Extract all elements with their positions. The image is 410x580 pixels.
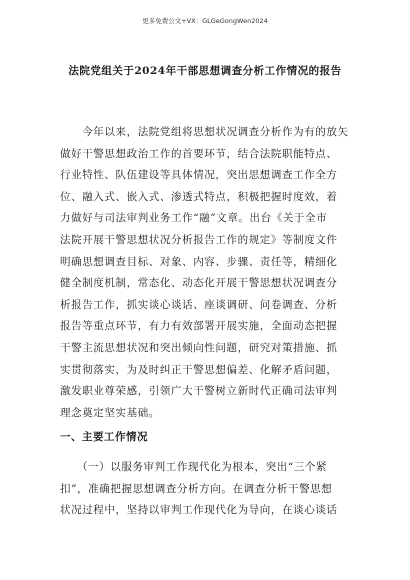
paragraph-line: 理念奠定坚实基础。 xyxy=(60,406,160,419)
intro-paragraph xyxy=(60,122,352,424)
paragraph-line: 位、融入式、嵌入式、渗透式特点，积极把握时度效，着 xyxy=(60,190,338,203)
paragraph-line: 力做好与司法审判业务工作“融”文章。出台《关于全市 xyxy=(60,212,328,225)
paragraph-line: 健全制度机制，常态化、动态化开展干警思想状况调查分 xyxy=(60,277,338,290)
paragraph-line: 报告等重点环节，有力有效部署开展实施，全面动态把握 xyxy=(60,320,338,333)
paragraph-line: 明确思想调查目标、对象、内容、步骤、责任等，精细化 xyxy=(60,255,338,268)
paragraph-line: 状况过程中，坚持以审判工作现代化为导向，在谈心谈话 xyxy=(60,504,338,517)
paragraph-line: 干警主流思想状况和突出倾向性问题，研究对策措施、抓 xyxy=(60,341,338,354)
paragraph-line: 析报告工作，抓实谈心谈话、座谈调研、问卷调查、分析 xyxy=(60,298,338,311)
paragraph-line: 实贯彻落实，为及时纠正干警思想偏差、化解矛盾问题， xyxy=(60,363,338,376)
paragraph-line: 今年以来，法院党组将思想状况调查分析作为有的放矢 xyxy=(60,126,349,138)
section-heading: 一、主要工作情况 xyxy=(60,431,148,443)
paragraph-line: 扣”，准确把握思想调查分析方向。在调查分析干警思想 xyxy=(60,482,333,495)
header-promo-note: 更多免费公文+VX：GLGeGongWen2024 xyxy=(142,17,268,25)
section-paragraph xyxy=(60,457,352,522)
paragraph-line: 做好干警思想政治工作的首要环节，结合法院职能特点、 xyxy=(60,147,338,160)
paragraph-line: 法院开展干警思想状况分析报告工作的规定》等制度文件 xyxy=(60,233,338,246)
document-title: 法院党组关于2024年干部思想调查分析工作情况的报告 xyxy=(68,65,342,77)
paragraph-line: （一）以服务审判工作现代化为根本，突出“三个紧 xyxy=(60,461,328,473)
paragraph-line: 激发职业尊荣感，引领广大干警树立新时代正确司法审判 xyxy=(60,385,338,398)
paragraph-line: 行业特性、队伍建设等具体情况，突出思想调查工作全方 xyxy=(60,169,338,182)
